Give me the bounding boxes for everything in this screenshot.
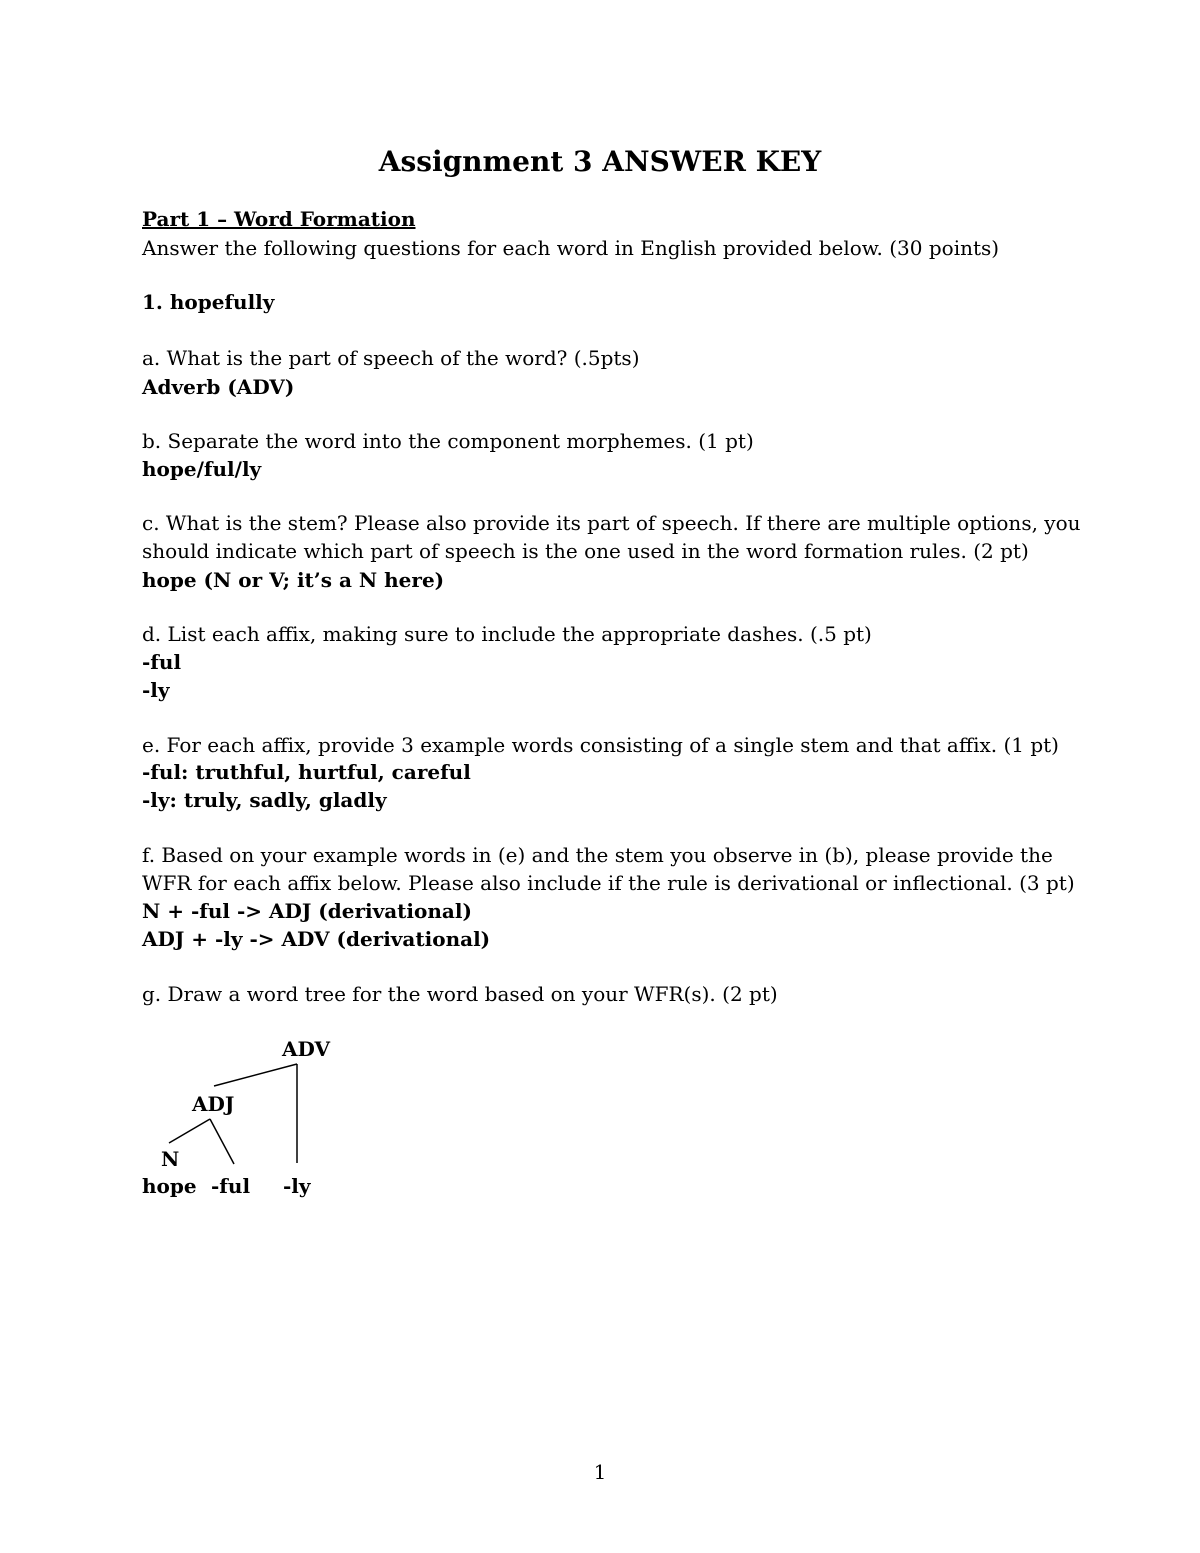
tree-leaf-ly: -ly xyxy=(283,1174,311,1198)
question-f-line-1: f. Based on your example words in (e) and the stem you observe in (b), please provide the xyxy=(142,843,1053,867)
question-a: a. What is the part of speech of the word? (.5pts) xyxy=(142,346,640,370)
page-title: Assignment 3 ANSWER KEY xyxy=(378,145,822,178)
answer-e-ful: -ful: truthful, hurtful, careful xyxy=(142,760,471,784)
question-b: b. Separate the word into the component morphemes. (1 pt) xyxy=(142,429,754,453)
page-number: 1 xyxy=(593,1460,607,1484)
tree-node-adv: ADV xyxy=(282,1037,331,1061)
answer-b: hope/ful/ly xyxy=(142,457,262,481)
answer-d-ful: -ful xyxy=(142,650,182,674)
answer-d-ly: -ly xyxy=(142,678,170,702)
question-c-line-1: c. What is the stem? Please also provide its part of speech. If there are multiple options, you xyxy=(142,511,1081,535)
question-f-line-2: WFR for each affix below. Please also include if the rule is derivational or inflectional. (3 pt) xyxy=(142,871,1075,895)
tree-branch-adj-ful xyxy=(210,1119,234,1164)
tree-leaf-ful: -ful xyxy=(211,1174,251,1198)
question-c-line-2: should indicate which part of speech is the one used in the word formation rules. (2 pt) xyxy=(142,539,1029,563)
question-e: e. For each affix, provide 3 example words consisting of a single stem and that affix. (1 pt) xyxy=(142,733,1059,757)
part1-instructions: Answer the following questions for each word in English provided below. (30 points) xyxy=(142,236,1000,260)
answer-a: Adverb (ADV) xyxy=(142,375,295,399)
answer-c: hope (N or V; it’s a N here) xyxy=(142,568,445,592)
tree-node-n: N xyxy=(161,1147,180,1171)
part1-heading: Part 1 – Word Formation xyxy=(142,207,416,231)
tree-branch-adj-n xyxy=(169,1119,210,1143)
tree-node-adj: ADJ xyxy=(192,1092,235,1116)
answer-f-rule-1: N + -ful -> ADJ (derivational) xyxy=(142,899,472,923)
answer-e-ly: -ly: truly, sadly, gladly xyxy=(142,788,387,812)
answer-f-rule-2: ADJ + -ly -> ADV (derivational) xyxy=(142,927,491,951)
tree-branch-adv-adj xyxy=(214,1064,297,1086)
word-heading: 1. hopefully xyxy=(142,290,275,314)
question-g: g. Draw a word tree for the word based on your WFR(s). (2 pt) xyxy=(142,982,778,1006)
tree-leaf-hope: hope xyxy=(142,1174,197,1198)
question-d: d. List each affix, making sure to include the appropriate dashes. (.5 pt) xyxy=(142,622,872,646)
